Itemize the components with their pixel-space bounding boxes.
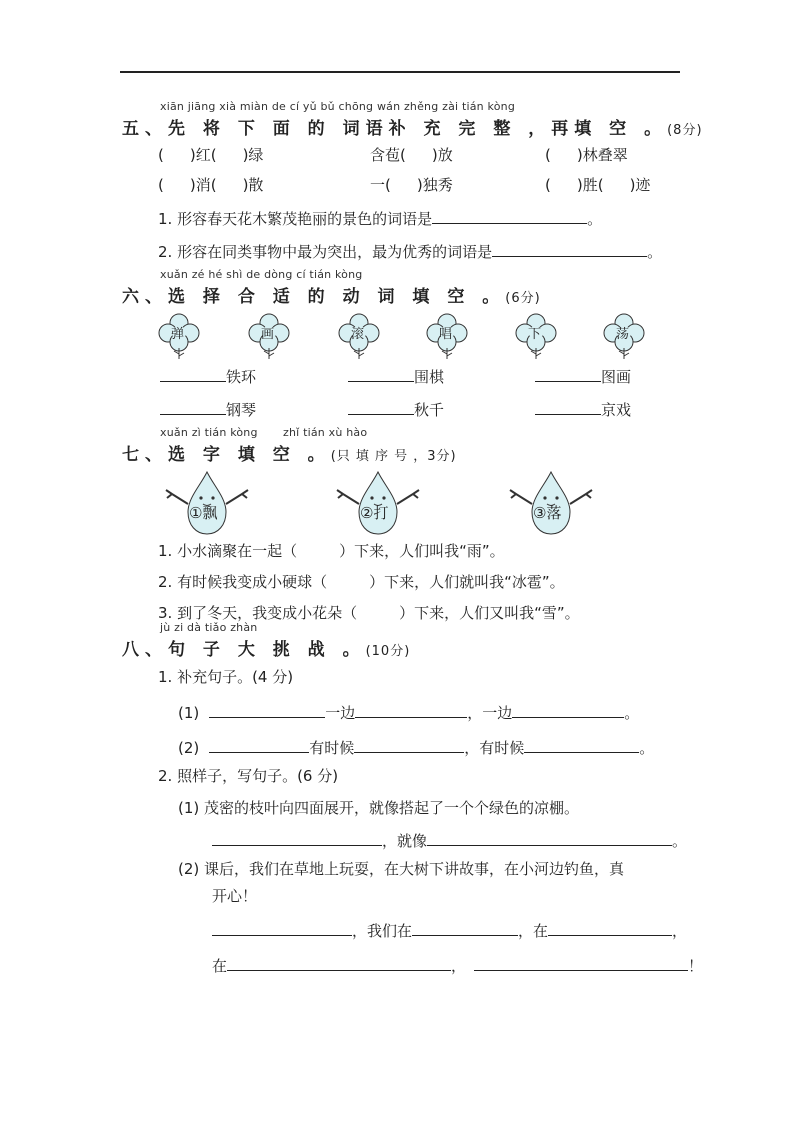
s5-points: (8分) <box>667 123 703 138</box>
header-rule <box>120 71 680 73</box>
drop-label: ①飘 <box>189 504 218 522</box>
s8-title <box>122 635 410 660</box>
s5-row1-b: 含苞( )放 <box>370 146 453 164</box>
s7-title-text: 七、选 字 填 空 。 <box>122 445 331 465</box>
s6-title <box>122 282 541 307</box>
s8-sub1: 1. 补充句子。(4 分) <box>158 668 294 686</box>
answer-blank[interactable] <box>212 921 352 936</box>
water-drop-icon <box>162 468 252 538</box>
answer-blank[interactable] <box>512 703 624 718</box>
s5-row1-a: ( )红( )绿 <box>158 146 264 164</box>
flower-icon <box>247 312 291 360</box>
s8-points: (10分) <box>365 644 411 659</box>
s7-points: (只 填 序 号 ，3分) <box>330 449 457 464</box>
drop-label: ③落 <box>533 504 562 522</box>
flower-icon <box>514 312 558 360</box>
s8-l2: (2) 有时候 ，有时候 。 <box>178 739 655 757</box>
answer-blank[interactable] <box>212 831 382 846</box>
s5-row2-a: ( )消( )散 <box>158 176 264 194</box>
s5-q1: 1. 形容春天花木繁茂艳丽的景色的词语是 。 <box>158 210 603 228</box>
flower-icon <box>425 312 469 360</box>
s5-title <box>122 114 703 139</box>
s8-e2-fill1: ，我们在 ，在 ， <box>212 920 687 941</box>
answer-blank[interactable] <box>535 400 601 415</box>
s6-title-text: 六、选 择 合 适 的 动 词 填 空 。 <box>122 287 506 307</box>
s7-q3: 3. 到了冬天，我变成小花朵（ ）下来，人们又叫我“雪”。 <box>158 604 580 622</box>
s8-sub2: 2. 照样子，写句子。(6 分) <box>158 767 339 785</box>
answer-blank[interactable] <box>427 831 672 846</box>
s6-fill: 铁环 <box>160 366 256 387</box>
s8-pinyin: jù zi dà tiǎo zhàn <box>160 621 258 634</box>
s6-fill: 京戏 <box>535 399 631 420</box>
flower-label: 画 <box>261 327 275 342</box>
s6-fill: 秋千 <box>348 399 444 420</box>
flower-icon <box>337 312 381 360</box>
answer-blank[interactable] <box>348 367 414 382</box>
answer-blank[interactable] <box>227 956 451 971</box>
s8-e2-fill2: 在 ， ！ <box>212 957 704 975</box>
s6-fill: 图画 <box>535 366 631 387</box>
s8-e1-fill: ，就像 。 <box>212 830 687 851</box>
s7-q1: 1. 小水滴聚在一起（ ）下来，人们叫我“雨”。 <box>158 542 505 560</box>
answer-blank[interactable] <box>535 367 601 382</box>
s7-pinyin-note: zhǐ tián xù hào <box>283 426 368 439</box>
s6-fill: 钢琴 <box>160 399 256 420</box>
s8-example2: (2) 课后，我们在草地上玩耍，在大树下讲故事，在小河边钓鱼，真 <box>178 860 625 878</box>
flower-label: 唱 <box>439 327 453 342</box>
answer-blank[interactable] <box>355 703 467 718</box>
s5-q2: 2. 形容在同类事物中最为突出，最为优秀的词语是 。 <box>158 243 663 261</box>
answer-blank[interactable] <box>432 209 587 224</box>
s7-title <box>122 440 457 465</box>
s7-q2: 2. 有时候我变成小硬球（ ）下来，人们就叫我“冰雹”。 <box>158 573 565 591</box>
s8-l1: (1) 一边 ，一边 。 <box>178 704 640 722</box>
s5-row2-b: 一( )独秀 <box>370 176 453 194</box>
flower-icon <box>602 312 646 360</box>
s8-title-text: 八、句 子 大 挑 战 。 <box>122 640 366 660</box>
answer-blank[interactable] <box>524 738 639 753</box>
s5-pinyin: xiān jiāng xià miàn de cí yǔ bǔ chōng wán zhěng zài tián kòng <box>160 100 516 113</box>
s5-row2-c: ( )胜( )迹 <box>545 176 651 194</box>
answer-blank[interactable] <box>160 367 226 382</box>
answer-blank[interactable] <box>209 738 309 753</box>
water-drop-icon <box>333 468 423 538</box>
flower-label: 下 <box>528 327 542 342</box>
answer-blank[interactable] <box>412 921 518 936</box>
answer-blank[interactable] <box>160 400 226 415</box>
answer-blank[interactable] <box>548 921 672 936</box>
answer-blank[interactable] <box>354 738 464 753</box>
drop-label: ②打 <box>360 504 389 522</box>
s6-points: (6分) <box>505 291 541 306</box>
s5-row1-c: ( )林叠翠 <box>545 146 628 164</box>
s6-fill: 围棋 <box>348 366 444 387</box>
s8-example2-cont: 开心！ <box>212 887 258 905</box>
s7-pinyin: xuǎn zì tián kòng <box>160 426 258 439</box>
flower-label: 荡 <box>616 327 630 342</box>
water-drop-icon <box>506 468 596 538</box>
answer-blank[interactable] <box>348 400 414 415</box>
s8-example1: (1) 茂密的枝叶向四面展开，就像搭起了一个个绿色的凉棚。 <box>178 799 580 817</box>
answer-blank[interactable] <box>209 703 325 718</box>
answer-blank[interactable] <box>474 956 688 971</box>
s5-title-text: 五、先 将 下 面 的 词语补 充 完 整 ，再填 空 。 <box>122 119 668 139</box>
flower-icon <box>157 312 201 360</box>
s6-pinyin: xuǎn zé hé shì de dòng cí tián kòng <box>160 268 363 281</box>
flower-label: 滚 <box>351 327 365 342</box>
answer-blank[interactable] <box>492 242 647 257</box>
flower-label: 弹 <box>171 327 185 342</box>
